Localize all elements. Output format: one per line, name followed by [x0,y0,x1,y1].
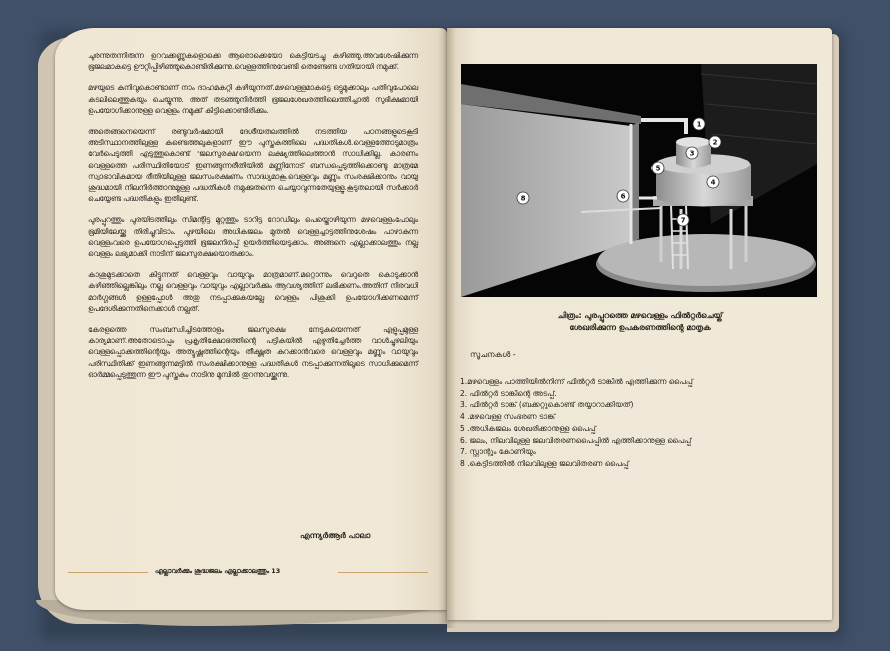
marker-5-label: 5 [655,164,661,173]
marker-8-label: 8 [520,194,526,203]
caption-line-2: ശേഖരിക്കുന്ന ഉപകരണത്തിന്റെ മാതൃക [569,323,711,332]
legend-item: 4 .മഴവെള്ള സംഭരണ ടാങ്ക് [460,412,556,422]
legend-item: 5 .അധികജലം ശേഖരിക്കാനുള്ള പൈപ്പ് [460,423,596,433]
legend-list [460,376,820,470]
paragraph: അതെങ്ങനെയെന്ന് രണ്ടുവർഷമായി ദേശീയതലത്തിൽ നടത്തിയ പഠനങ്ങളുടെകൂടി അടിസ്ഥാനത്തിലുള്ള കണ്ടെത്തലുകളാണ് ഈ പുസ്തകത്തിലെ പദ്ധതികൾ.വെള്ളത്തോടുമാത്രം വേർപെടുത്തി എടുത്തുകൊണ്ട് 'ജലസുരക്ഷ'യെന്ന ലക്ഷ്യത്തിലെത്താൻ സാധിക്കില്ല. കാരണം വെള്ളത്തെ പരിസ്ഥിതിയോട് ഇണങ്ങുന്നരീതിയിൽ മണ്ണിനോട് ബന്ധപ്പെടുത്തിക്കൊണ്ടു മാത്രമേ സ്വാഭാവികമായ രീതിയിലുള്ള ജലസംരക്ഷണം സാദ്ധ്യമാകൂ.വെള്ളവും മണ്ണും സംരക്ഷിക്കാനും വായു ശുദ്ധമായി നിലനിർത്താനുമുള്ള പദ്ധതികൾ നമുക്കുതന്നെ ചെയ്യാവുന്നതേയുള്ളൂ.കൂടുതലായി സർക്കാർ ചെയ്യേണ്ട പദ്ധതികളും ഇതിലുണ്ട്. [88,127,418,204]
paragraph: കാശുമുടക്കാതെ കിട്ടുന്നത് വെള്ളവും വായുവും മാത്രമാണ്.മറ്റൊന്നും വെറുതെ കൊടുക്കാൻ കഴിഞ്ഞില്ലെങ്കിലും നല്ല വെള്ളവും വായുവും എല്ലാവർക്കും ആവശ്യത്തിന് ലഭിക്കണം.അതിന് നിരവധി മാർഗ്ഗങ്ങൾ ഉള്ളപ്പോൾ അതു നടപ്പാക്കുകയല്ലേ വെള്ളം പിശുക്കി ഉപയോഗിക്കണമെന്ന് ഉപദേശിക്കുന്നതിനെക്കാൾ നല്ലത്. [88,270,418,313]
caption-line-1: ചിത്രം: പുരപ്പുറത്തെ മഴവെള്ളം ഫിൽറ്റർചെയ്ത് [557,311,723,320]
rainwater-filter-figure [461,64,817,297]
marker-6-label: 6 [620,192,626,201]
legend-item: 1.മഴവെള്ളം പാത്തിയിൽനിന്ന് ഫിൽറ്റർ ടാങ്കിൽ എത്തിക്കുന്ന പൈപ്പ് [460,377,693,386]
figure-illustration [461,64,817,297]
legend-item: 8 .കെട്ടിടത്തിൽ നിലവിലുള്ള ജലവിതരണ പൈപ്പ് [460,458,629,468]
legend-title: സൂചനകൾ - [470,350,516,359]
marker-4-label: 4 [710,178,716,187]
paragraph: ചുരന്നുതന്നിരുന്ന ഉറവക്കണ്ണുകളൊക്കെ ആരൊക്കെയോ കെട്ടിയടച്ചു കഴിഞ്ഞു.അവശേഷിക്കുന്ന ഭൂജലമാകട്ടെ ഊറ്റിപ്പിഴിഞ്ഞുകൊണ്ടിരിക്കുന്നു.വെള്ളത്തിനുവേണ്ടി തെണ്ടേണ്ട ഗതിയായി നമുക്ക്. [88,51,418,72]
legend-item: 3. ഫിൽറ്റർ ടാങ്ക് (ബക്കറ്റുകൊണ്ട് തയ്യാറാക്കിയത്) [460,400,634,410]
figure-caption [470,310,810,334]
legend-item: 7. സ്റ്റാന്റും കോണിയും [460,447,536,457]
page-footer: എല്ലാവർക്കും ശുദ്ധജലം എല്ലാക്കാലത്തും 13 [155,567,281,575]
paragraph: മഴയുടെ കനിവുകൊണ്ടാണ് നാം ദാഹമകറ്റി കഴിയുന്നത്.മഴവെള്ളമാകട്ടെ ഒട്ടുമുക്കാലും പതിവുപോലെ കടലിലെത്തുകയും ചെയ്യുന്നു. അത് തടഞ്ഞുനിർത്തി ഭൂജലശേഖരത്തിലെത്തിച്ചാൽ സുഭിക്ഷമായി ഉപയോഗിക്കാനുള്ള വെള്ളം നമുക്ക് കിട്ടിക്കൊണ്ടിരിക്കും. [88,83,418,115]
paragraph: പുരപ്പുറത്തും പുരയിടത്തിലും സിമന്റിട്ട മുറ്റത്തും ടാറിട്ട റോഡിലും പെയ്തൊഴിയുന്ന മഴവെള്ളംപോലും ഭൂമിയിലേയ്ക്കു തിരിച്ചുവിടാം. പുഴയിലെ അധികജലം മുതൽ വെള്ളച്ചാട്ടത്തിനുശേഷം പാഴാകുന്ന വെള്ളംവരെ ഉപയോഗപ്പെടുത്തി ഭൂജലനിരപ്പ് ഉയർത്തിയെടുക്കാം. അങ്ങനെ എല്ലാക്കാലത്തും നല്ല വെള്ളം ലഭ്യമാക്കി നാടിന് ജലസുരക്ഷയൊരുക്കാം. [88,215,418,259]
author-signature: എന്ന്യർആർ പാലാ [300,531,371,540]
marker-3-label: 3 [689,149,695,158]
marker-2-label: 2 [712,138,718,147]
footer-rule-right [338,572,428,573]
legend-item: 2. ഫിൽറ്റർ ടാങ്കിന്റെ അടപ്പ്. [460,388,557,398]
marker-7-label: 7 [680,216,686,225]
legend-item: 6. ജലം, നിലവിലുള്ള ജലവിതരണപൈപ്പിൽ എത്തിക്കാനുള്ള പൈപ്പ് [460,435,692,445]
marker-1-label: 1 [696,120,702,129]
footer-rule-left [68,572,148,573]
paragraph: കേരളത്തെ സംബന്ധിച്ചിടത്തോളം ജലസുരക്ഷ നേടുകയെന്നത് എളുപ്പമുള്ള കാര്യമാണ്.അതോടൊപ്പം പ്രകൃതിക്ഷോഭത്തിന്റെ പട്ടികയിൽ എഴുതിച്ചേർത്ത വാൾച്ചുഴലിയും വെള്ളപ്പൊക്കത്തിന്റെയും അത്യുഷ്ണത്തിന്റെയും തീക്ഷ്ണത കുറക്കാൻവരെ വെള്ളവും മണ്ണും വായുവും പരിസ്ഥിതിക്ക് ഇണങ്ങുന്നമട്ടിൽ സംരക്ഷിക്കാനുള്ള പദ്ധതികൾ നടപ്പാക്കുന്നതിലൂടെ സാധിക്കുമെന്ന് ഓർമ്മപ്പെടുത്തുന്ന ഈ പുസ്തകം നാടിനു മുമ്പിൽ തുറന്നുവയ്ക്കുന്നു. [88,325,418,379]
left-page-text [88,50,418,390]
book-spine [438,28,456,628]
